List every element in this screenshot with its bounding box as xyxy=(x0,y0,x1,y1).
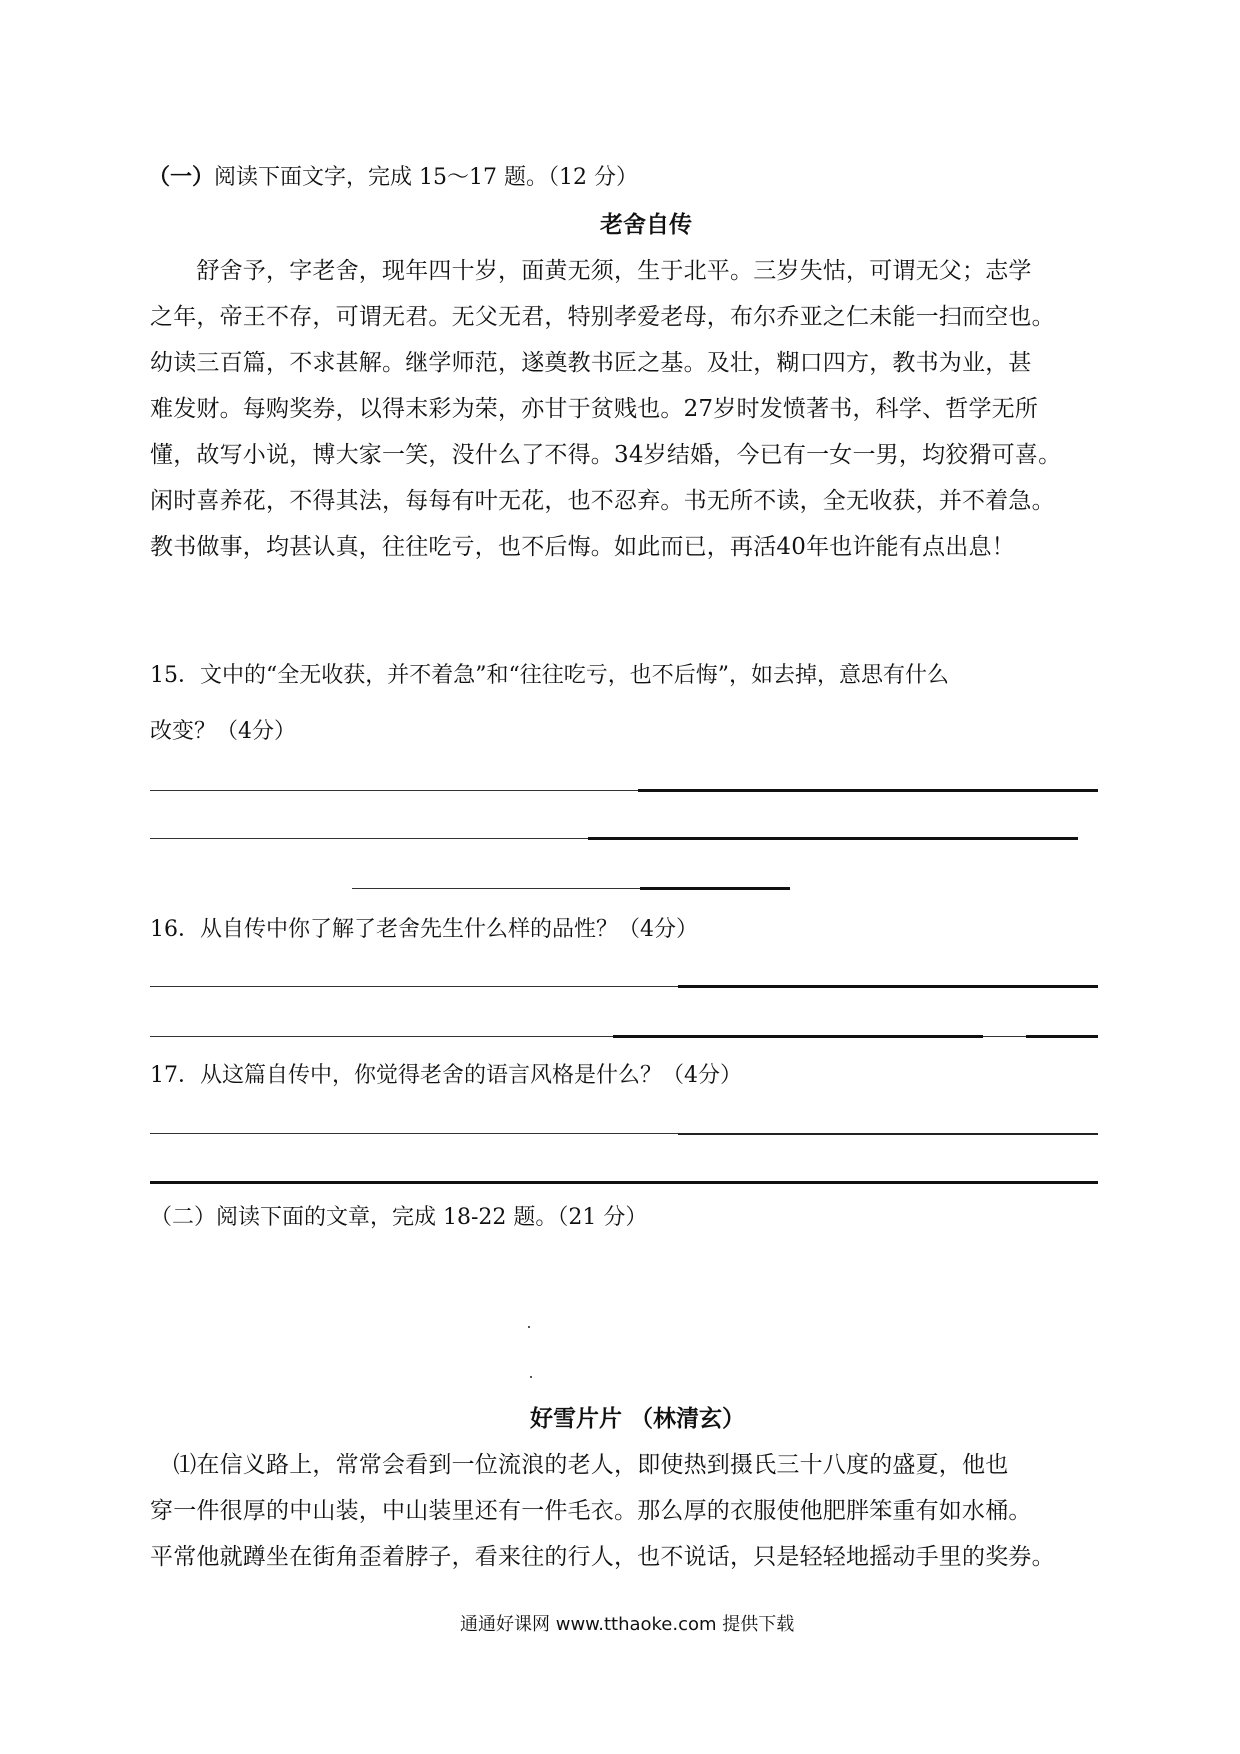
question-17: 17．从这篇自传中，你觉得老舍的语言风格是什么？（4分） xyxy=(150,1063,742,1088)
section1-heading xyxy=(148,160,638,191)
footer-credit: 通通好课网 www.tthaoke.com 提供下载 xyxy=(460,1614,795,1635)
section1-passage-line: 舒舍予，字老舍，现年四十岁，面黄无须，生于北平。三岁失怙，可谓无父；志学 xyxy=(150,258,1032,284)
section2-heading: （二）阅读下面的文章，完成 18-22 题。（21 分） xyxy=(150,1205,648,1230)
section1-passage-line: 难发财。每购奖券，以得末彩为荣，亦甘于贫贱也。27岁时发愤著书，科学、哲学无所 xyxy=(150,396,1039,422)
section1-passage-line: 教书做事，均甚认真，往往吃亏，也不后悔。如此而已，再活40年也许能有点出息！ xyxy=(150,534,1015,560)
section1-passage-line: 懂，故写小说，博大家一笑，没什么了不得。34岁结婚，今已有一女一男，均狡猾可喜。 xyxy=(150,442,1062,468)
section1-passage-line: 之年，帝王不存，可谓无君。无父无君，特别孝爱老母，布尔乔亚之仁未能一扫而空也。 xyxy=(150,304,1055,330)
section2-title-author: （林清玄） xyxy=(630,1405,746,1432)
section1-title: 老舍自传 xyxy=(600,211,692,238)
scan-speck xyxy=(530,1376,532,1378)
section2-title-main: 好雪片片 xyxy=(530,1405,622,1432)
section2-passage-line: ⑴在信义路上，常常会看到一位流浪的老人，即使热到摄氏三十八度的盛夏，他也 xyxy=(150,1452,1009,1478)
section1-passage-line: 闲时喜养花，不得其法，每每有叶无花，也不忍弃。书无所不读，全无收获，并不着急。 xyxy=(150,488,1055,514)
section1-heading-text: 阅读下面文字，完成 15～17 题。（12 分） xyxy=(214,165,638,190)
section2-passage xyxy=(150,1442,1102,1580)
section2-passage-line: 平常他就蹲坐在街角歪着脖子，看来往的行人，也不说话，只是轻轻地摇动手里的奖券。 xyxy=(150,1544,1055,1570)
question-16: 16．从自传中你了解了老舍先生什么样的品性？（4分） xyxy=(150,917,698,942)
scan-speck xyxy=(528,1326,530,1328)
question-15-line2: 改变？（4分） xyxy=(150,719,296,744)
question-15-line1: 15．文中的“全无收获，并不着急”和“往往吃亏，也不后悔”，如去掉，意思有什么 xyxy=(150,663,949,688)
section2-title xyxy=(530,1400,745,1433)
section1-passage-line: 幼读三百篇，不求甚解。继学师范，遂奠教书匠之基。及壮，糊口四方，教书为业，甚 xyxy=(150,350,1032,376)
section2-passage-line: 穿一件很厚的中山装，中山装里还有一件毛衣。那么厚的衣服使他肥胖笨重有如水桶。 xyxy=(150,1498,1032,1524)
section1-passage xyxy=(150,248,1102,570)
section1-heading-number: （一） xyxy=(148,164,215,190)
